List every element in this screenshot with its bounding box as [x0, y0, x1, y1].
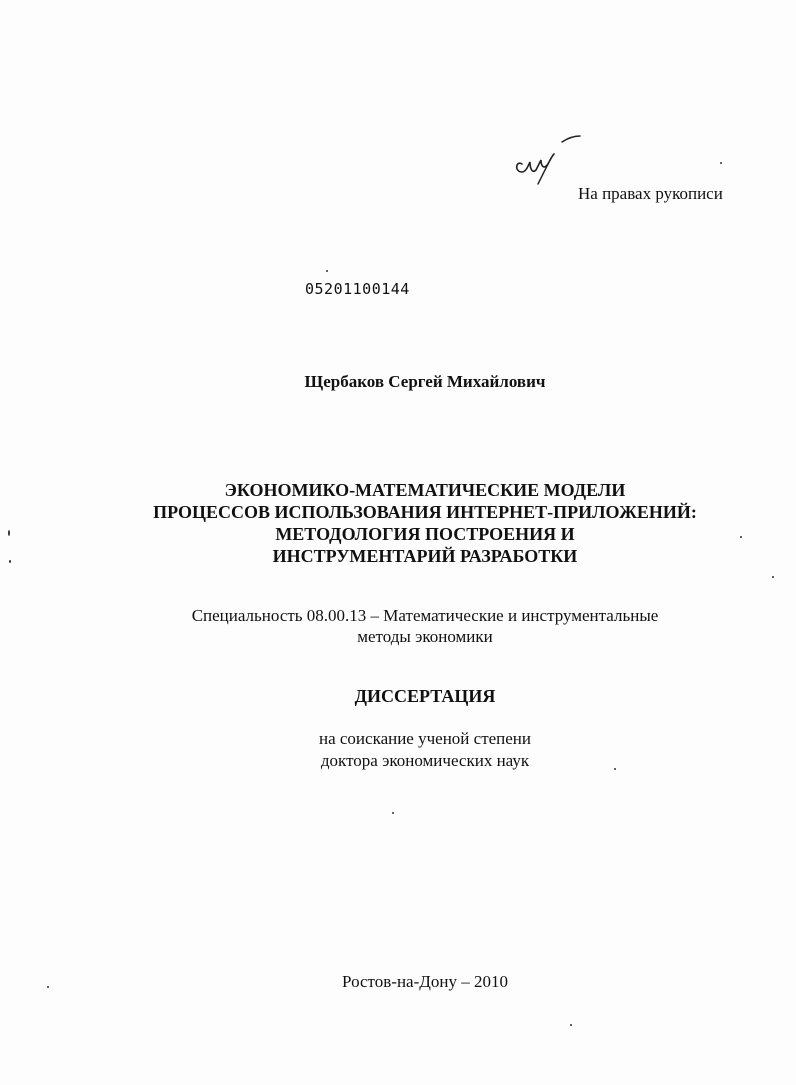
specialty	[0, 605, 796, 647]
degree-sought	[0, 728, 796, 772]
scan-speck	[772, 576, 774, 578]
scan-speck	[392, 812, 394, 814]
scan-speck	[47, 986, 49, 988]
library-number: 05201100144	[305, 280, 410, 298]
scan-speck	[740, 536, 742, 538]
handwritten-signature	[508, 128, 588, 188]
scan-speck	[8, 530, 10, 536]
scan-speck	[9, 560, 11, 563]
dissertation-title	[0, 479, 796, 567]
title-line: ИНСТРУМЕНТАРИЙ РАЗРАБОТКИ	[272, 546, 578, 566]
scan-speck	[570, 1024, 572, 1026]
specialty-line: методы экономики	[357, 627, 493, 646]
author-name: Щербаков Сергей Михайлович	[304, 372, 546, 391]
title-line: МЕТОДОЛОГИЯ ПОСТРОЕНИЯ И	[275, 524, 575, 544]
scan-speck	[720, 162, 722, 164]
scan-speck	[326, 270, 328, 272]
specialty-line: Специальность 08.00.13 – Математические и инструментальные	[191, 606, 659, 625]
title-line: ПРОЦЕССОВ ИСПОЛЬЗОВАНИЯ ИНТЕРНЕТ-ПРИЛОЖЕНИЙ:	[153, 502, 697, 522]
degree-line: на соискание ученой степени	[318, 729, 532, 748]
document-type: ДИССЕРТАЦИЯ	[354, 686, 496, 706]
scan-speck	[614, 768, 616, 770]
rights-notice: На правах рукописи	[578, 184, 723, 203]
title-line: ЭКОНОМИКО-МАТЕМАТИЧЕСКИЕ МОДЕЛИ	[224, 480, 626, 500]
degree-line: доктора экономических наук	[320, 751, 530, 770]
place-and-year: Ростов-на-Дону – 2010	[342, 972, 508, 991]
